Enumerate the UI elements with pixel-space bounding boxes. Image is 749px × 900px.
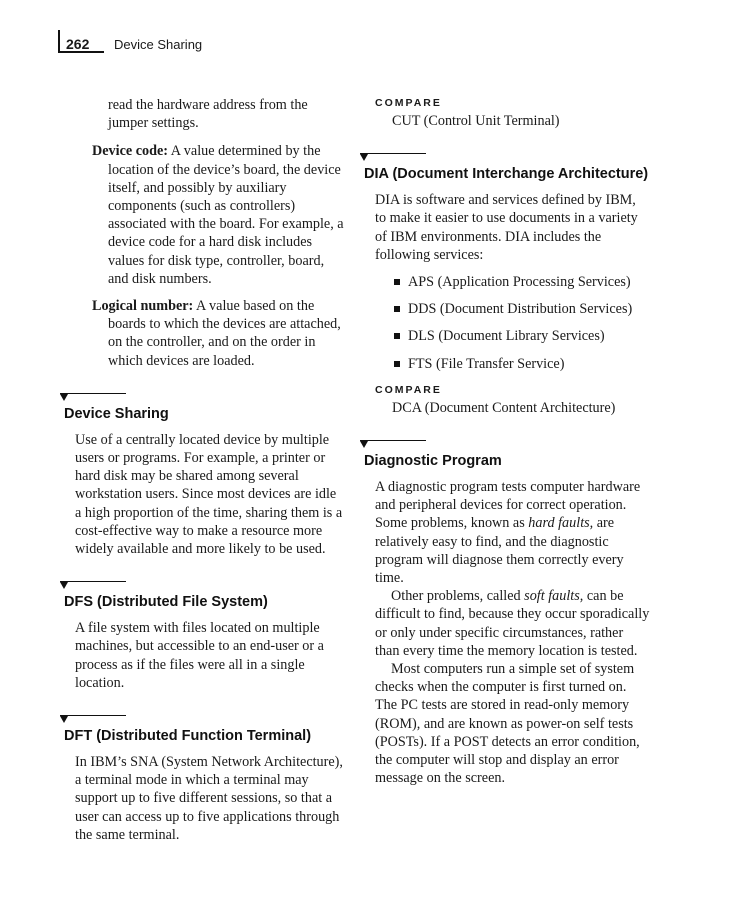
definition-item — [60, 297, 346, 370]
service-list — [360, 273, 650, 373]
entry-title: Diagnostic Program — [364, 453, 502, 470]
compare-label: COMPARE — [375, 97, 442, 109]
entry-title: DFS (Distributed File System) — [64, 594, 268, 611]
service-label: FTS (File Transfer Service) — [408, 355, 565, 372]
marker-rule — [60, 715, 126, 716]
entry-dft — [60, 713, 346, 844]
compare-label: COMPARE — [375, 383, 442, 396]
marker-rule — [360, 153, 426, 154]
definition-item — [60, 142, 346, 288]
service-label: DDS (Document Distribution Services) — [408, 301, 633, 318]
triangle-marker-icon — [360, 441, 368, 448]
definition-text: A value determined by the location of the device’s board, the device itself, and possibly by auxiliary components (such as controllers) associated with the board. For example, a device code for a hard disk includes values for disk type, controller, board, and disk numbers. — [108, 143, 344, 287]
triangle-marker-icon — [360, 154, 368, 161]
triangle-marker-icon — [60, 394, 68, 401]
square-bullet-icon — [394, 279, 400, 285]
entry-dia — [360, 151, 650, 373]
entry-marker — [360, 151, 650, 165]
entry-paragraph: Other problems, called soft faults, can be difficult to find, because they occur sporadically or only under specific circumstances, rather than every time the memory location is tested. — [375, 588, 650, 659]
entry-paragraph: Most computers run a simple set of system checks when the computer is first turned on. The PC tests are stored in read-only memory (ROM), and are known as power-on self tests (POSTs). If a POST detects an error condition, the computer will stop and display an error message on the screen. — [375, 661, 640, 787]
entry-paragraph: A diagnostic program tests computer hardware and peripheral devices for correct operation. Some problems, known as hard faults, are relatively easy to find, and the diagnostic program will diagnose them correctly every time. — [375, 479, 641, 587]
triangle-marker-icon — [60, 582, 68, 589]
marker-rule — [360, 440, 426, 441]
entry-marker — [60, 579, 346, 593]
square-bullet-icon — [394, 361, 400, 367]
square-bullet-icon — [394, 306, 400, 312]
entry-title: DIA (Document Interchange Architecture) — [364, 166, 649, 183]
left-column — [60, 96, 346, 844]
list-item — [394, 355, 650, 373]
compare-block-cut — [360, 96, 650, 130]
compare-text: CUT (Control Unit Terminal) — [392, 113, 560, 129]
entry-dfs — [60, 579, 346, 692]
entry-marker — [60, 391, 346, 405]
definition-list — [60, 142, 346, 369]
marker-rule — [60, 581, 126, 582]
square-bullet-icon — [394, 333, 400, 339]
entry-diagnostic-program — [360, 438, 650, 787]
page-number: 262 — [66, 36, 90, 52]
entry-body: In IBM’s SNA (System Network Architecture), a terminal mode in which a terminal may support up to five different sessions, so that a user can access up to five applications through the same terminal. — [75, 754, 343, 843]
definition-text: A value based on the boards to which the devices are attached, on the controller, and on the order in which devices are loaded. — [108, 298, 341, 369]
entry-body: DIA is software and services defined by IBM, to make it easier to use documents in a variety of IBM environments. DIA includes the following services: — [375, 192, 638, 263]
continued-text: read the hardware address from the jumper settings. — [108, 97, 308, 132]
entry-body: Use of a centrally located device by multiple users or programs. For example, a printer or hard disk may be shared among several workstation users. Since most devices are idle a high proportion of the time, sharing them is a cost-effective way to make a resource more widely available and more likely to be used. — [75, 431, 343, 558]
list-item — [394, 327, 650, 345]
right-column — [360, 96, 650, 787]
entry-marker — [360, 438, 650, 452]
compare-block-dca — [360, 383, 650, 417]
compare-text: DCA (Document Content Architecture) — [392, 399, 616, 416]
list-item — [394, 300, 650, 318]
triangle-marker-icon — [60, 716, 68, 723]
page-header — [58, 30, 358, 54]
service-label: DLS (Document Library Services) — [408, 328, 605, 345]
running-head: Device Sharing — [114, 37, 203, 52]
entry-title: Device Sharing — [64, 405, 169, 422]
marker-rule — [60, 393, 126, 394]
service-label: APS (Application Processing Services) — [408, 274, 631, 291]
header-rule-vertical — [58, 30, 60, 52]
definition-term: Logical number: — [92, 298, 194, 315]
entry-marker — [60, 713, 346, 727]
definition-term: Device code: — [92, 143, 169, 160]
entry-device-sharing — [60, 391, 346, 558]
entry-body: A file system with files located on multiple machines, but accessible to an end-user or a process as if the files were all in a single location. — [75, 620, 324, 691]
list-item — [394, 273, 650, 291]
entry-title: DFT (Distributed Function Terminal) — [64, 728, 312, 745]
